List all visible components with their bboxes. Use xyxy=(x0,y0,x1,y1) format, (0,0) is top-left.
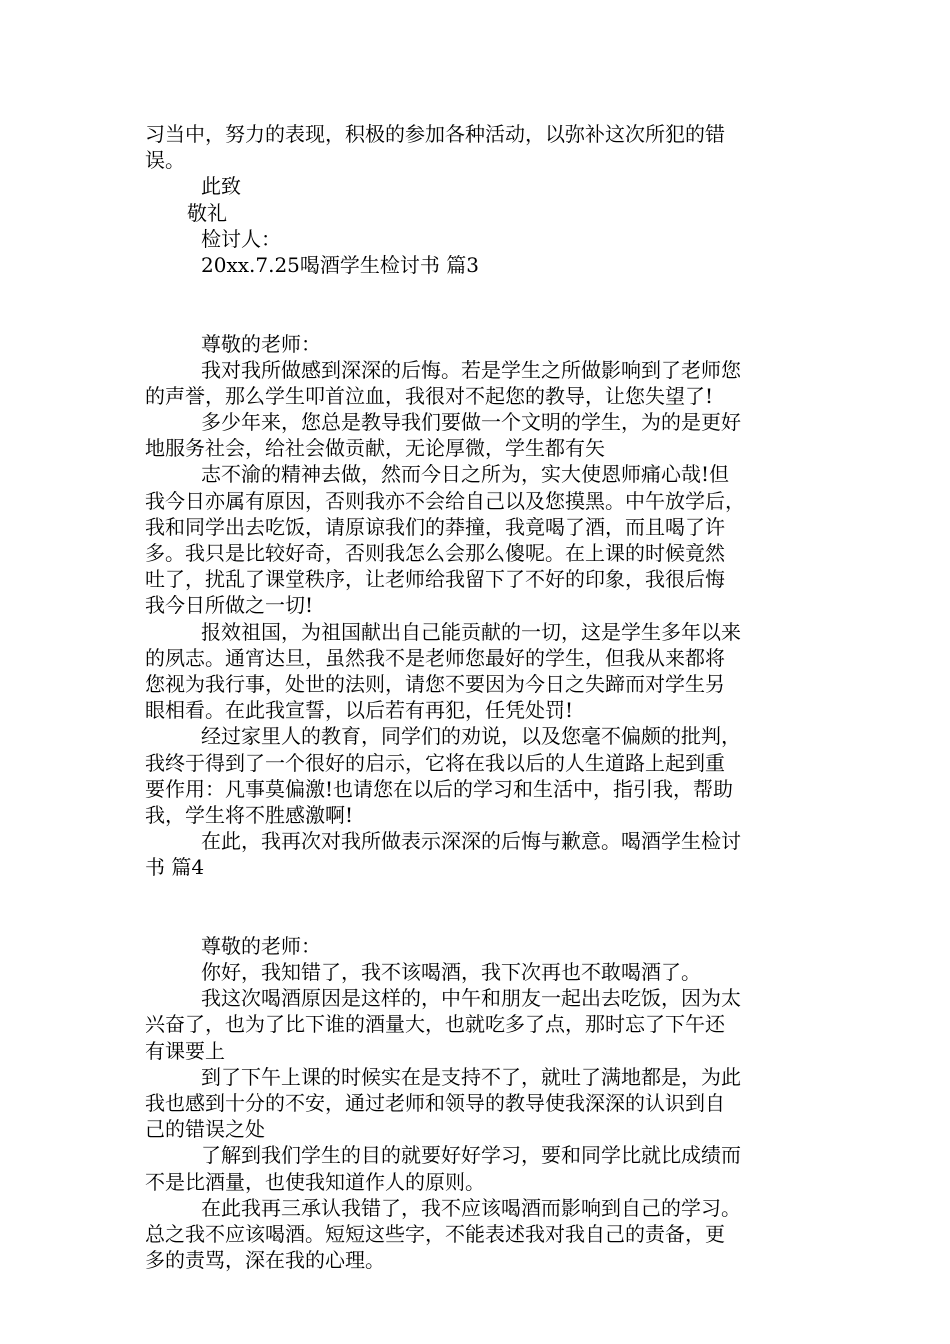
text-line: 在此我再三承认我错了，我不应该喝酒而影响到自己的学习。 xyxy=(201,1195,741,1220)
text-line: 己的错误之处 xyxy=(145,1117,265,1142)
text-line: 误。 xyxy=(145,148,185,173)
signature-label: 检讨人： xyxy=(201,226,281,251)
text-line: 您视为我行事，处世的法则，请您不要因为今日之失蹄而对学生另 xyxy=(145,671,725,696)
text-line: 你好，我知错了，我不该喝酒，我下次再也不敢喝酒了。 xyxy=(201,960,701,985)
text-line: 我也感到十分的不安，通过老师和领导的教导使我深深的认识到自 xyxy=(145,1090,725,1115)
text-line: 我和同学出去吃饭，请原谅我们的莽撞，我竟喝了酒，而且喝了许 xyxy=(145,514,725,539)
spacer xyxy=(145,278,813,330)
text-line: 兴奋了，也为了比下谁的酒量大，也就吃多了点，那时忘了下午还 xyxy=(145,1012,725,1037)
text-line: 我，学生将不胜感激啊! xyxy=(145,802,354,827)
text-line: 有课要上 xyxy=(145,1038,225,1063)
text-line: 了解到我们学生的目的就要好好学习，要和同学比就比成绩而 xyxy=(201,1143,741,1168)
text-line: 多的责骂，深在我的心理。 xyxy=(145,1248,385,1273)
spacer xyxy=(145,880,813,932)
greeting: 尊敬的老师： xyxy=(201,933,321,958)
text-line: 在此，我再次对我所做表示深深的后悔与歉意。喝酒学生检讨 xyxy=(201,829,741,854)
text-line: 我对我所做感到深深的后悔。若是学生之所做影响到了老师您 xyxy=(201,357,741,382)
text-line: 吐了，扰乱了课堂秩序，让老师给我留下了不好的印象，我很后悔 xyxy=(145,567,725,592)
text-line: 多。我只是比较好奇，否则我怎么会那么傻呢。在上课的时候竟然 xyxy=(145,541,725,566)
document-page xyxy=(145,121,813,1273)
text-line: 到了下午上课的时候实在是支持不了，就吐了满地都是，为此 xyxy=(201,1064,741,1089)
closing-salutation: 此致 xyxy=(201,174,241,199)
text-line: 经过家里人的教育，同学们的劝说，以及您毫不偏颇的批判， xyxy=(201,724,741,749)
text-line: 地服务社会，给社会做贡献，无论厚微，学生都有矢 xyxy=(145,436,605,461)
greeting: 尊敬的老师： xyxy=(201,331,321,356)
text-line: 的夙志。通宵达旦，虽然我不是老师您最好的学生，但我从来都将 xyxy=(145,645,725,670)
text-line: 不是比酒量，也使我知道作人的原则。 xyxy=(145,1169,485,1194)
text-line: 要作用：凡事莫偏激!也请您在以后的学习和生活中，指引我，帮助 xyxy=(145,776,734,801)
text-line: 多少年来，您总是教导我们要做一个文明的学生，为的是更好 xyxy=(201,410,741,435)
text-line: 志不渝的精神去做，然而今日之所为，实大使恩师痛心哉!但 xyxy=(201,462,730,487)
closing-regards: 敬礼 xyxy=(187,200,227,225)
text-line: 我今日所做之一切! xyxy=(145,593,314,618)
text-line: 我今日亦属有原因，否则我亦不会给自己以及您摸黑。中午放学后， xyxy=(145,488,745,513)
text-line: 我终于得到了一个很好的启示，它将在我以后的人生道路上起到重 xyxy=(145,750,725,775)
text-line: 眼相看。在此我宣誓，以后若有再犯，任凭处罚! xyxy=(145,698,574,723)
text-line: 报效祖国，为祖国献出自己能贡献的一切，这是学生多年以来 xyxy=(201,619,741,644)
section-title: 书 篇4 xyxy=(145,855,205,880)
text-line: 总之我不应该喝酒。短短这些字，不能表述我对我自己的责备，更 xyxy=(145,1221,725,1246)
text-line: 的声誉，那么学生叩首泣血，我很对不起您的教导，让您失望了! xyxy=(145,383,714,408)
text-line: 习当中，努力的表现，积极的参加各种活动，以弥补这次所犯的错 xyxy=(145,122,725,146)
date-and-section-title: 20xx.7.25喝酒学生检讨书 篇3 xyxy=(201,252,479,277)
text-line: 我这次喝酒原因是这样的，中午和朋友一起出去吃饭，因为太 xyxy=(201,986,741,1011)
